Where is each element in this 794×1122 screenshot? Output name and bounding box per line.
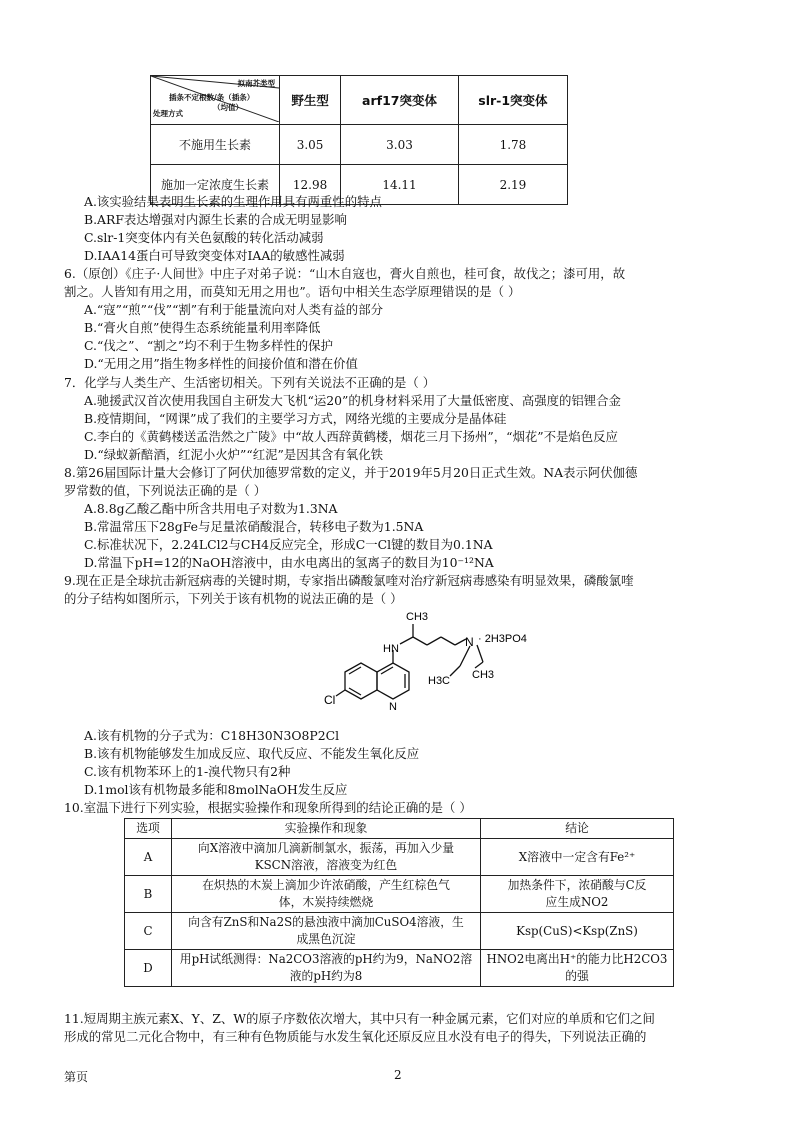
q8-option-d: D.常温下pH=12的NaOH溶液中，由水电离出的氢离子的数目为10⁻¹²NA [84,555,494,570]
conclusion-line: X溶液中一定含有Fe²⁺ [518,849,636,864]
q8-stem: 8.第26届国际计量大会修订了阿伏加德罗常数的定义，并于2019年5月20日正式生效。NA表示阿伏伽德 [64,465,638,480]
q9-option-b: B.该有机物能够发生加成反应、取代反应、不能发生氧化反应 [84,746,420,761]
q9-option-d: D.1mol该有机物最多能和8molNaOH发生反应 [84,782,348,797]
conclusion-line: Ksp(CuS)<Ksp(ZnS) [516,923,638,938]
row-label: 不施用生长素 [151,125,280,165]
operation-line: 液的pH约为8 [289,969,363,983]
table-header-row [125,819,674,839]
table-cell: 1.78 [458,125,567,165]
q9-stem-cont: 的分子结构如图所示，下列关于该有机物的说法正确的是（ ） [64,591,403,606]
q7-option-d: D.“绿蚁新醅酒，红泥小火炉”“红泥”是因其含有氧化铁 [84,447,383,462]
row-key: D [125,950,172,987]
mol-salt: · 2H3PO4 [478,633,527,645]
rooting-data-table [150,75,568,205]
row-label: 施加一定浓度生长素 [151,165,280,205]
q6-option-b: B.“膏火自煎”使得生态系统能量利用率降低 [84,320,321,335]
q7-option-b: B.疫情期间，“网课”成了我们的主要学习方式，网络光缆的主要成分是晶体硅 [84,411,507,426]
diag-label-type: 拟南芥类型 [237,79,275,88]
q7-stem: 7．化学与人类生产、生活密切相关。下列有关说法不正确的是（ ） [64,375,436,390]
operation-line: 在炽热的木炭上滴加少许浓硝酸，产生红棕色气 [202,878,450,892]
header-operation: 实验操作和现象 [172,819,481,839]
table-row [125,839,674,876]
mol-ring-n: N [389,701,397,713]
q6-option-c: C.“伐之”、“割之”均不利于生物多样性的保护 [84,338,333,353]
col-slr1: slr-1突变体 [458,76,567,125]
q6-stem: 6.（原创）《庄子·人间世》中庄子对弟子说：“山木自寇也，膏火自煎也，桂可食，故伐之；漆可用，故 [64,266,626,281]
table-cell: 3.05 [280,125,341,165]
table-row [125,950,674,987]
row-operation [172,876,481,913]
mol-ch3-top: CH3 [406,611,429,623]
table-row [151,125,568,165]
chloroquine-phosphate-structure [320,610,530,722]
table-header-row [151,76,568,125]
operation-line: 用pH试纸测得：Na2CO3溶液的pH约为9，NaNO2溶 [179,952,473,966]
row-conclusion [481,950,674,987]
conclusion-line: 加热条件下，浓硝酸与C反 [507,878,647,892]
row-operation [172,913,481,950]
conclusion-line: 的强 [565,969,589,983]
mol-hn: HN [383,643,399,655]
operation-line: KSCN溶液，溶液变为红色 [254,858,398,872]
q5-option-c: C.slr-1突变体内有关色氨酸的转化活动减弱 [84,230,324,245]
q9-option-a: A.该有机物的分子式为：C18H30N3O8P2Cl [84,728,340,743]
row-key: C [125,913,172,950]
operation-line: 成黑色沉淀 [296,932,356,946]
mol-cl: Cl [324,693,336,707]
col-wild-type: 野生型 [280,76,341,125]
table-row [125,876,674,913]
row-conclusion [481,913,674,950]
row-operation [172,839,481,876]
q8-option-a: A.8.8g乙酸乙酯中所含共用电子对数为1.3NA [84,501,338,516]
page-number: 2 [394,1068,402,1082]
q8-option-c: C.标准状况下，2.24LCl2与CH4反应完全，形成C一Cl键的数目为0.1NA [84,537,493,552]
table-cell: 14.11 [341,165,459,205]
q9-option-c: C.该有机物苯环上的1-溴代物只有2种 [84,764,291,779]
table-cell: 2.19 [458,165,567,205]
diag-label-measure: 插条不定根数/条（插条） [169,93,255,102]
q6-option-a: A.“寇”“煎”“伐”“割”有利于能量流向对人类有益的部分 [84,302,383,317]
q8-stem-cont: 罗常数的值，下列说法正确的是（ ） [64,483,267,498]
diag-label-treatment: 处理方式 [153,109,183,118]
operation-line: 向含有ZnS和Na2S的悬浊液中滴加CuSO4溶液，生 [188,915,464,929]
q5-option-b: B.ARF表达增强对内源生长素的合成无明显影响 [84,212,347,227]
q7-option-c: C.李白的《黄鹤楼送孟浩然之广陵》中“故人西辞黄鹤楼，烟花三月下扬州”，“烟花”不是焰色反应 [84,429,618,444]
row-operation [172,950,481,987]
mol-ch3-right: CH3 [472,669,495,681]
q7-option-a: A.驰援武汉首次使用我国自主研发大飞机“运20”的机身材料采用了大量低密度、高强度的铝锂合金 [84,393,621,408]
q10-stem: 10.室温下进行下列实验，根据实验操作和现象所得到的结论正确的是（ ） [64,800,472,815]
table-cell: 3.03 [341,125,459,165]
operation-line: 体，木炭持续燃烧 [278,895,374,909]
table-cell: 12.98 [280,165,341,205]
q6-option-d: D.“无用之用”指生物多样性的间接价值和潜在价值 [84,356,358,371]
footer-label: 第页 [64,1070,89,1084]
diagonal-header-cell [151,76,280,125]
q8-option-b: B.常温常压下28gFe与足量浓硝酸混合，转移电子数为1.5NA [84,519,424,534]
q11-stem-cont: 形成的常见二元化合物中，有三种有色物质能与水发生氧化还原反应且水没有电子的得失，下列说法正确的 [64,1029,647,1044]
header-option: 选项 [125,819,172,839]
table-row [125,913,674,950]
q6-stem-cont: 割之。人皆知有用之用，而莫知无用之用也”。语句中相关生态学原理错误的是（ ） [64,284,521,299]
q5-option-a: A.该实验结果表明生长素的生理作用具有两重性的特点 [84,194,382,209]
row-key: B [125,876,172,913]
row-conclusion [481,876,674,913]
conclusion-line: 应生成NO2 [545,895,609,909]
mol-h3c: H3C [428,675,451,687]
col-arf17: arf17突变体 [341,76,459,125]
experiment-table [124,818,674,987]
operation-line: 向X溶液中滴加几滴新制氯水，振荡，再加入少量 [197,841,455,855]
header-conclusion: 结论 [481,819,674,839]
row-key: A [125,839,172,876]
mol-amine-n: N [465,635,474,649]
q9-stem: 9.现在正是全球抗击新冠病毒的关键时期，专家指出磷酸氯喹对治疗新冠病毒感染有明显效果，磷酸氯喹 [64,573,634,588]
q5-option-d: D.IAA14蛋白可导致突变体对IAA的敏感性减弱 [84,248,345,263]
row-conclusion [481,839,674,876]
q11-stem: 11.短周期主族元素X、Y、Z、W的原子序数依次增大，其中只有一种金属元素，它们对应的单质和它们之间 [64,1011,655,1026]
diag-label-mean: （均值） [213,103,243,112]
conclusion-line: HNO2电离出H⁺的能力比H2CO3 [486,952,668,966]
